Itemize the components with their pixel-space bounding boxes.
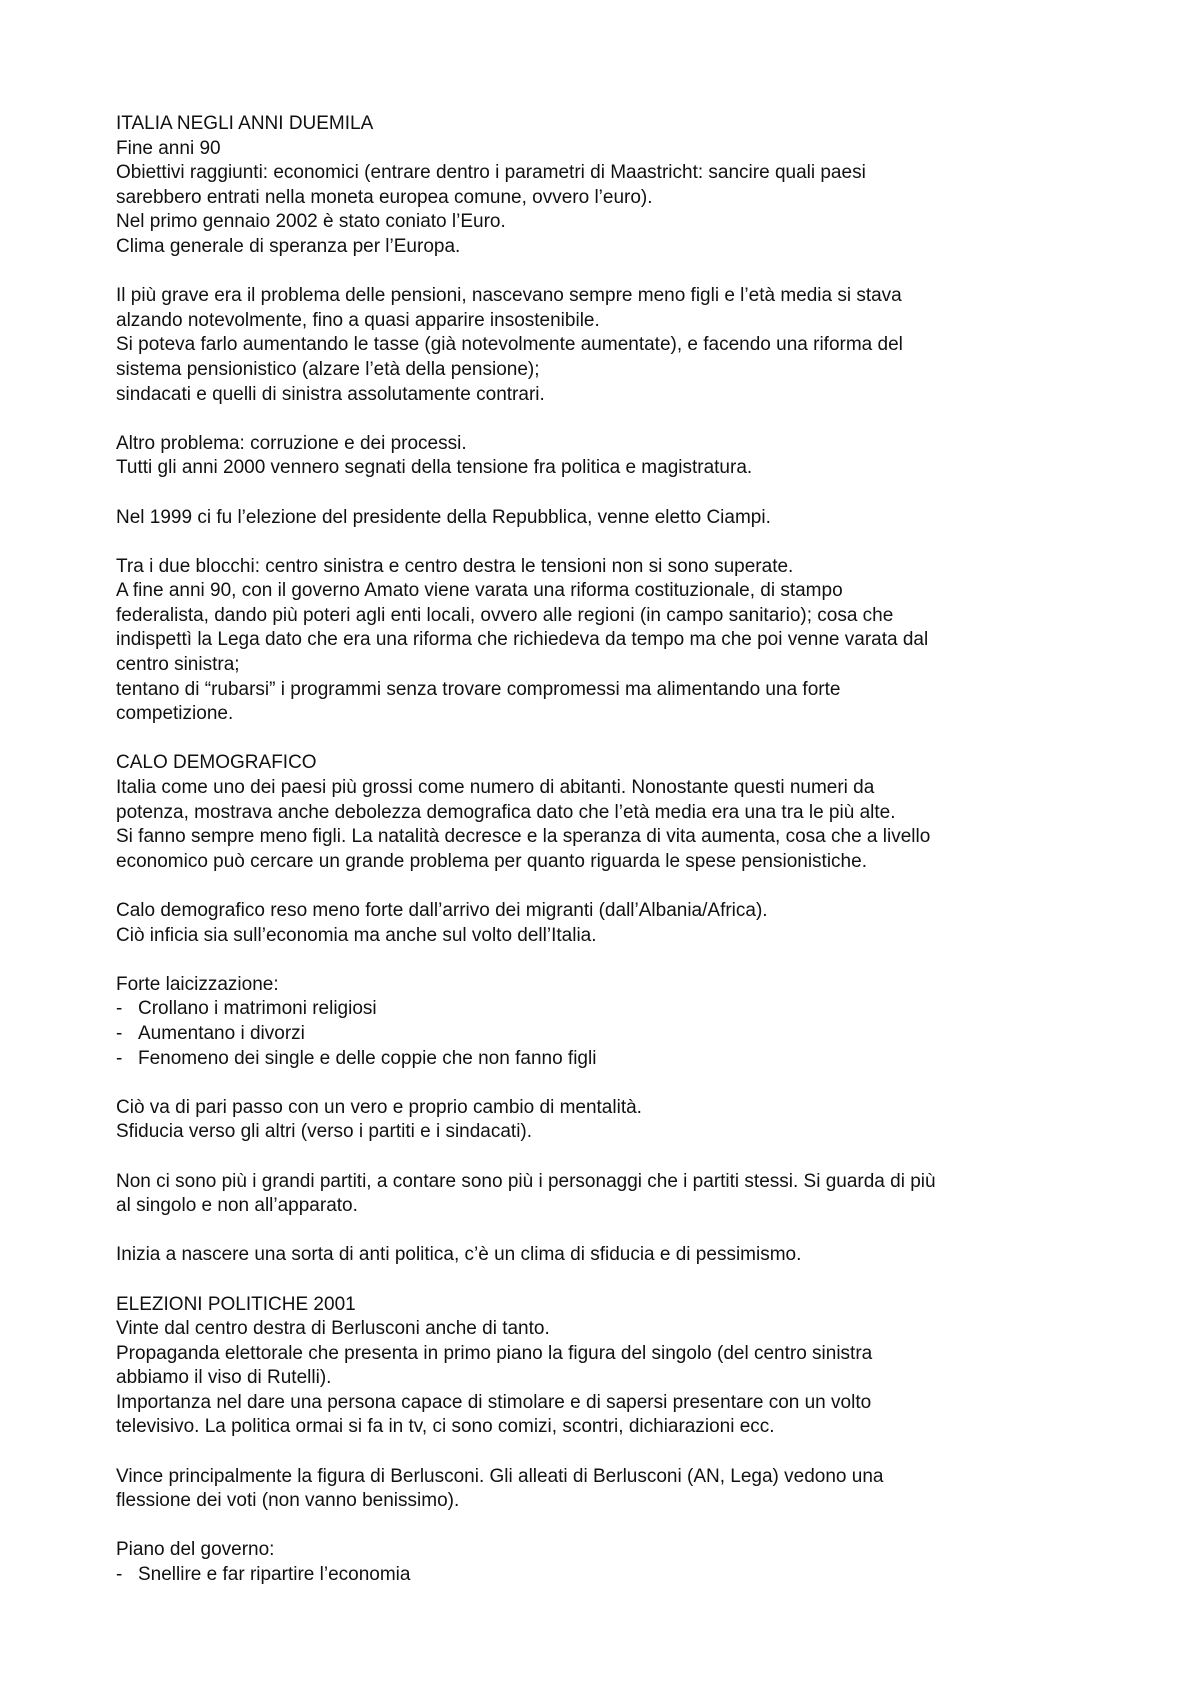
dash-bullet-icon: - [116, 1564, 123, 1586]
text-line: Inizia a nascere una sorta di anti politica, c’è un clima di sfiducia e di pessimismo. [116, 1244, 802, 1266]
paragraph [116, 899, 1106, 948]
text-line: Non ci sono più i grandi partiti, a contare sono più i personaggi che i partiti stessi. Si guarda di più [116, 1170, 936, 1192]
text-line: alzando notevolmente, fino a quasi apparire insostenibile. [116, 309, 600, 331]
text-line: federalista, dando più poteri agli enti locali, ovvero alle regioni (in campo sanitario); cosa che [116, 604, 894, 626]
dash-list [116, 1563, 1106, 1588]
paragraph [116, 555, 1106, 727]
dash-bullet-icon: - [116, 998, 123, 1020]
text-line: Si poteva farlo aumentando le tasse (già notevolmente aumentate), e facendo una riforma del [116, 334, 903, 356]
text-line: Sfiducia verso gli altri (verso i partiti e i sindacati). [116, 1121, 533, 1143]
list-intro: Forte laicizzazione: [116, 973, 279, 995]
text-line: Tutti gli anni 2000 vennero segnati della tensione fra politica e magistratura. [116, 457, 753, 479]
list-item-text: Aumentano i divorzi [138, 1022, 305, 1044]
text-line: al singolo e non all’apparato. [116, 1195, 358, 1217]
text-line: A fine anni 90, con il governo Amato viene varata una riforma costituzionale, di stampo [116, 580, 843, 602]
text-line: Propaganda elettorale che presenta in primo piano la figura del singolo (del centro sinistra [116, 1342, 873, 1364]
section-heading: ELEZIONI POLITICHE 2001 [116, 1293, 356, 1315]
text-line: tentano di “rubarsi” i programmi senza trovare compromessi ma alimentando una forte [116, 678, 841, 700]
list-item [116, 1563, 1106, 1588]
list-item [116, 997, 1106, 1022]
list-item-text: Snellire e far ripartire l’economia [138, 1564, 411, 1586]
list-item [116, 1022, 1106, 1047]
section-italia-anni-duemila [116, 112, 1106, 260]
paragraph [116, 1243, 1106, 1268]
paragraph [116, 506, 1106, 531]
text-line: Nel primo gennaio 2002 è stato coniato l’Euro. [116, 211, 506, 233]
text-line: sindacati e quelli di sinistra assolutamente contrari. [116, 383, 545, 405]
text-line: Clima generale di speranza per l’Europa. [116, 235, 461, 257]
paragraph [116, 1170, 1106, 1219]
text-line: indispettì la Lega dato che era una riforma che richiedeva da tempo ma che poi venne varata dal [116, 629, 929, 651]
section-elezioni-2001 [116, 1293, 1106, 1441]
text-line: Nel 1999 ci fu l’elezione del presidente della Repubblica, venne eletto Ciampi. [116, 506, 771, 528]
paragraph [116, 1096, 1106, 1145]
document-body [116, 112, 1106, 1612]
section-calo-demografico [116, 751, 1106, 874]
text-line: Ciò inficia sia sull’economia ma anche sul volto dell’Italia. [116, 924, 597, 946]
text-line: competizione. [116, 703, 234, 725]
text-line: Ciò va di pari passo con un vero e proprio cambio di mentalità. [116, 1096, 642, 1118]
text-line: sistema pensionistico (alzare l’età della pensione); [116, 358, 540, 380]
paragraph [116, 284, 1106, 407]
list-item [116, 1047, 1106, 1072]
text-line: flessione dei voti (non vanno benissimo). [116, 1490, 460, 1512]
text-line: economico può cercare un grande problema per quanto riguarda le spese pensionistiche. [116, 850, 867, 872]
text-line: Italia come uno dei paesi più grossi come numero di abitanti. Nonostante questi numeri da [116, 777, 875, 799]
paragraph [116, 1465, 1106, 1514]
text-line: Il più grave era il problema delle pensioni, nascevano sempre meno figli e l’età media si stava [116, 285, 902, 307]
text-line: Obiettivi raggiunti: economici (entrare dentro i parametri di Maastricht: sancire quali paesi [116, 162, 866, 184]
text-line: centro sinistra; [116, 654, 240, 676]
dash-bullet-icon: - [116, 1047, 123, 1069]
text-line: Vinte dal centro destra di Berlusconi anche di tanto. [116, 1318, 550, 1340]
text-line: Tra i due blocchi: centro sinistra e centro destra le tensioni non si sono superate. [116, 555, 794, 577]
section-heading: CALO DEMOGRAFICO [116, 752, 317, 774]
text-line: sarebbero entrati nella moneta europea comune, ovvero l’euro). [116, 186, 653, 208]
list-item-text: Crollano i matrimoni religiosi [138, 998, 377, 1020]
paragraph [116, 432, 1106, 481]
text-line: televisivo. La politica ormai si fa in tv, ci sono comizi, scontri, dichiarazioni ecc. [116, 1416, 775, 1438]
text-line: Fine anni 90 [116, 137, 221, 159]
piano-governo-list-block [116, 1538, 1106, 1587]
dash-bullet-icon: - [116, 1022, 123, 1044]
text-line: abbiamo il viso di Rutelli). [116, 1367, 332, 1389]
text-line: Importanza nel dare una persona capace di stimolare e di sapersi presentare con un volto [116, 1391, 872, 1413]
dash-list [116, 997, 1106, 1071]
laicizzazione-list-block [116, 973, 1106, 1071]
list-item-text: Fenomeno dei single e delle coppie che non fanno figli [138, 1047, 597, 1069]
text-line: Vince principalmente la figura di Berlusconi. Gli alleati di Berlusconi (AN, Lega) vedono una [116, 1465, 884, 1487]
section-heading: ITALIA NEGLI ANNI DUEMILA [116, 113, 374, 134]
text-line: Altro problema: corruzione e dei processi. [116, 432, 467, 454]
text-line: Calo demografico reso meno forte dall’arrivo dei migranti (dall’Albania/Africa). [116, 900, 768, 921]
text-line: Si fanno sempre meno figli. La natalità decresce e la speranza di vita aumenta, cosa che a livello [116, 826, 931, 848]
text-line: potenza, mostrava anche debolezza demografica dato che l’età media era una tra le più alte. [116, 801, 896, 823]
list-intro: Piano del governo: [116, 1539, 275, 1561]
